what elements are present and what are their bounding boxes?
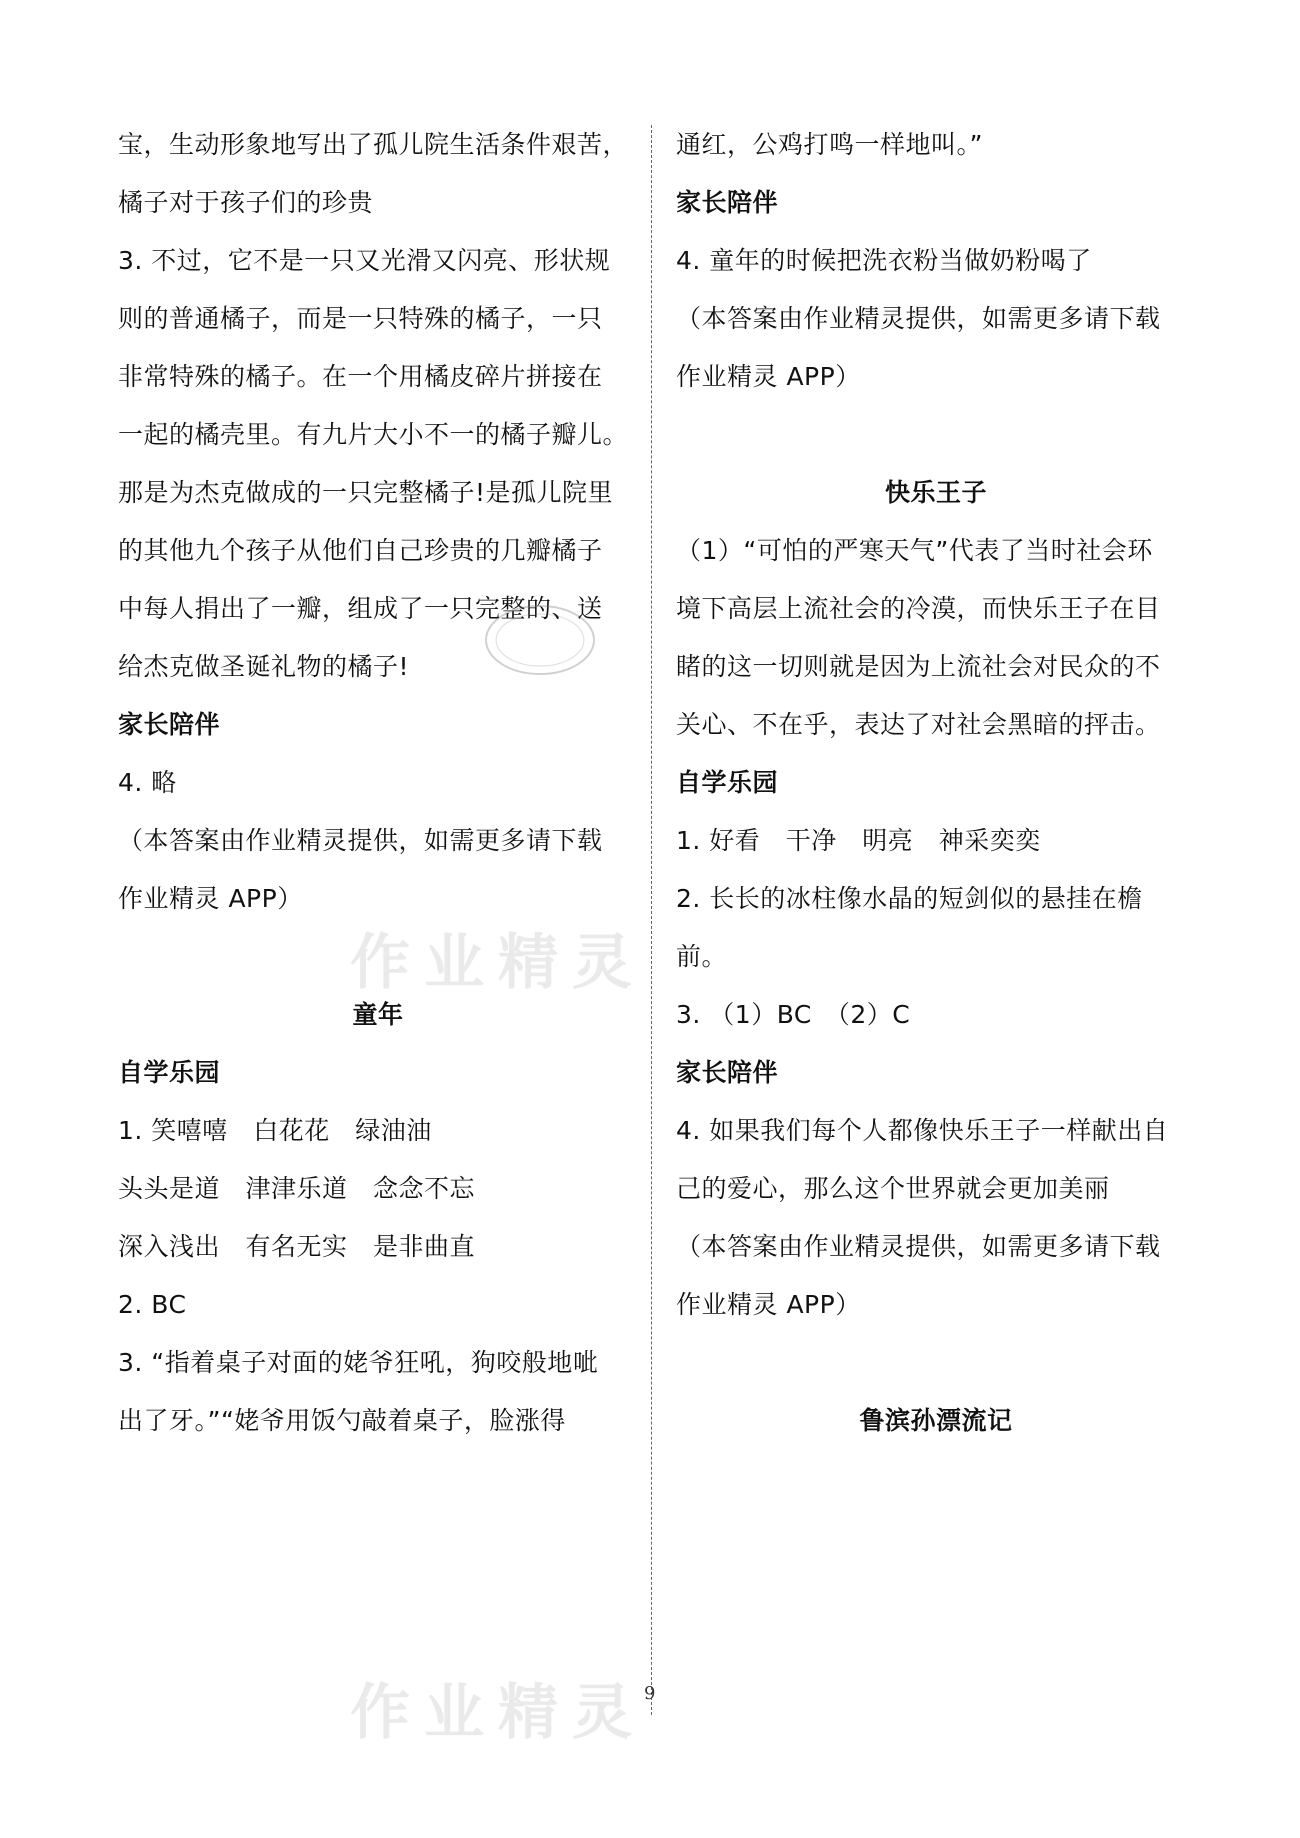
column-divider: [651, 125, 652, 1715]
text-line: 的其他九个孩子从他们自己珍贵的几瓣橘子: [118, 536, 603, 565]
chapter-title: 快乐王子: [884, 478, 987, 507]
text-line: 那是为杰克做成的一只完整橘子!是孤儿院里: [118, 478, 614, 507]
text-line: 中每人捐出了一瓣，组成了一只完整的、送: [118, 594, 603, 623]
text-line: （本答案由作业精灵提供，如需更多请下载: [118, 826, 603, 855]
text-line: 4. 童年的时候把洗衣粉当做奶粉喝了: [676, 246, 1092, 275]
text-line: 4. 如果我们每个人都像快乐王子一样献出自: [676, 1116, 1169, 1145]
text-line: 则的普通橘子，而是一只特殊的橘子，一只: [118, 304, 603, 333]
chapter-title: 童年: [352, 1000, 404, 1029]
text-line: 橘子对于孩子们的珍贵: [118, 188, 374, 217]
text-line: 2. 长长的冰柱像水晶的短剑似的悬挂在檐: [676, 884, 1143, 913]
text-line: 宝，生动形象地写出了孤儿院生活条件艰苦，: [118, 130, 629, 159]
text-line: 1. 笑嘻嘻 白花花 绿油油: [118, 1116, 432, 1145]
text-line: （1）“可怕的严寒天气”代表了当时社会环: [676, 536, 1153, 565]
text-line: 一起的橘壳里。有九片大小不一的橘子瓣儿。: [118, 420, 629, 449]
text-line: 3. “指着桌子对面的姥爷狂吼，狗咬般地呲: [118, 1348, 599, 1377]
text-line: （本答案由作业精灵提供，如需更多请下载: [676, 1232, 1161, 1261]
text-line: 睹的这一切则就是因为上流社会对民众的不: [676, 652, 1161, 681]
section-heading: 家长陪伴: [676, 188, 779, 217]
text-line: 作业精灵 APP）: [676, 362, 861, 391]
text-line: 境下高层上流社会的冷漠，而快乐王子在目: [676, 594, 1161, 623]
section-heading: 自学乐园: [676, 768, 779, 797]
text-line: 前。: [676, 942, 728, 971]
section-heading: 家长陪伴: [676, 1058, 779, 1087]
section-heading: 自学乐园: [118, 1058, 221, 1087]
watermark-stamp: [482, 600, 598, 684]
text-line: 给杰克做圣诞礼物的橘子!: [118, 652, 410, 681]
text-line: 3. 不过，它不是一只又光滑又闪亮、形状规: [118, 246, 611, 275]
text-line: 出了牙。”“姥爷用饭勺敲着桌子，脸涨得: [118, 1406, 566, 1435]
section-heading: 家长陪伴: [118, 710, 221, 739]
text-line: 头头是道 津津乐道 念念不忘: [118, 1174, 476, 1203]
text-line: 4. 略: [118, 768, 177, 797]
watermark-text: 作业精灵: [350, 928, 646, 998]
text-line: 3. （1）BC （2）C: [676, 1000, 911, 1029]
text-line: 2. BC: [118, 1290, 187, 1319]
text-line: 己的爱心，那么这个世界就会更加美丽: [676, 1174, 1110, 1203]
text-line: 作业精灵 APP）: [118, 884, 303, 913]
chapter-title: 鲁滨孙漂流记: [859, 1406, 1013, 1435]
text-line: 非常特殊的橘子。在一个用橘皮碎片拼接在: [118, 362, 603, 391]
text-line: 1. 好看 干净 明亮 神采奕奕: [676, 826, 1041, 855]
text-line: （本答案由作业精灵提供，如需更多请下载: [676, 304, 1161, 333]
text-line: 作业精灵 APP）: [676, 1290, 861, 1319]
watermark-text: 作业精灵: [350, 1678, 646, 1748]
text-line: 关心、不在乎，表达了对社会黑暗的抨击。: [676, 710, 1161, 739]
text-line: 深入浅出 有名无实 是非曲直: [118, 1232, 476, 1261]
page-number: 9: [644, 1683, 656, 1704]
text-line: 通红，公鸡打鸣一样地叫。”: [676, 130, 983, 159]
